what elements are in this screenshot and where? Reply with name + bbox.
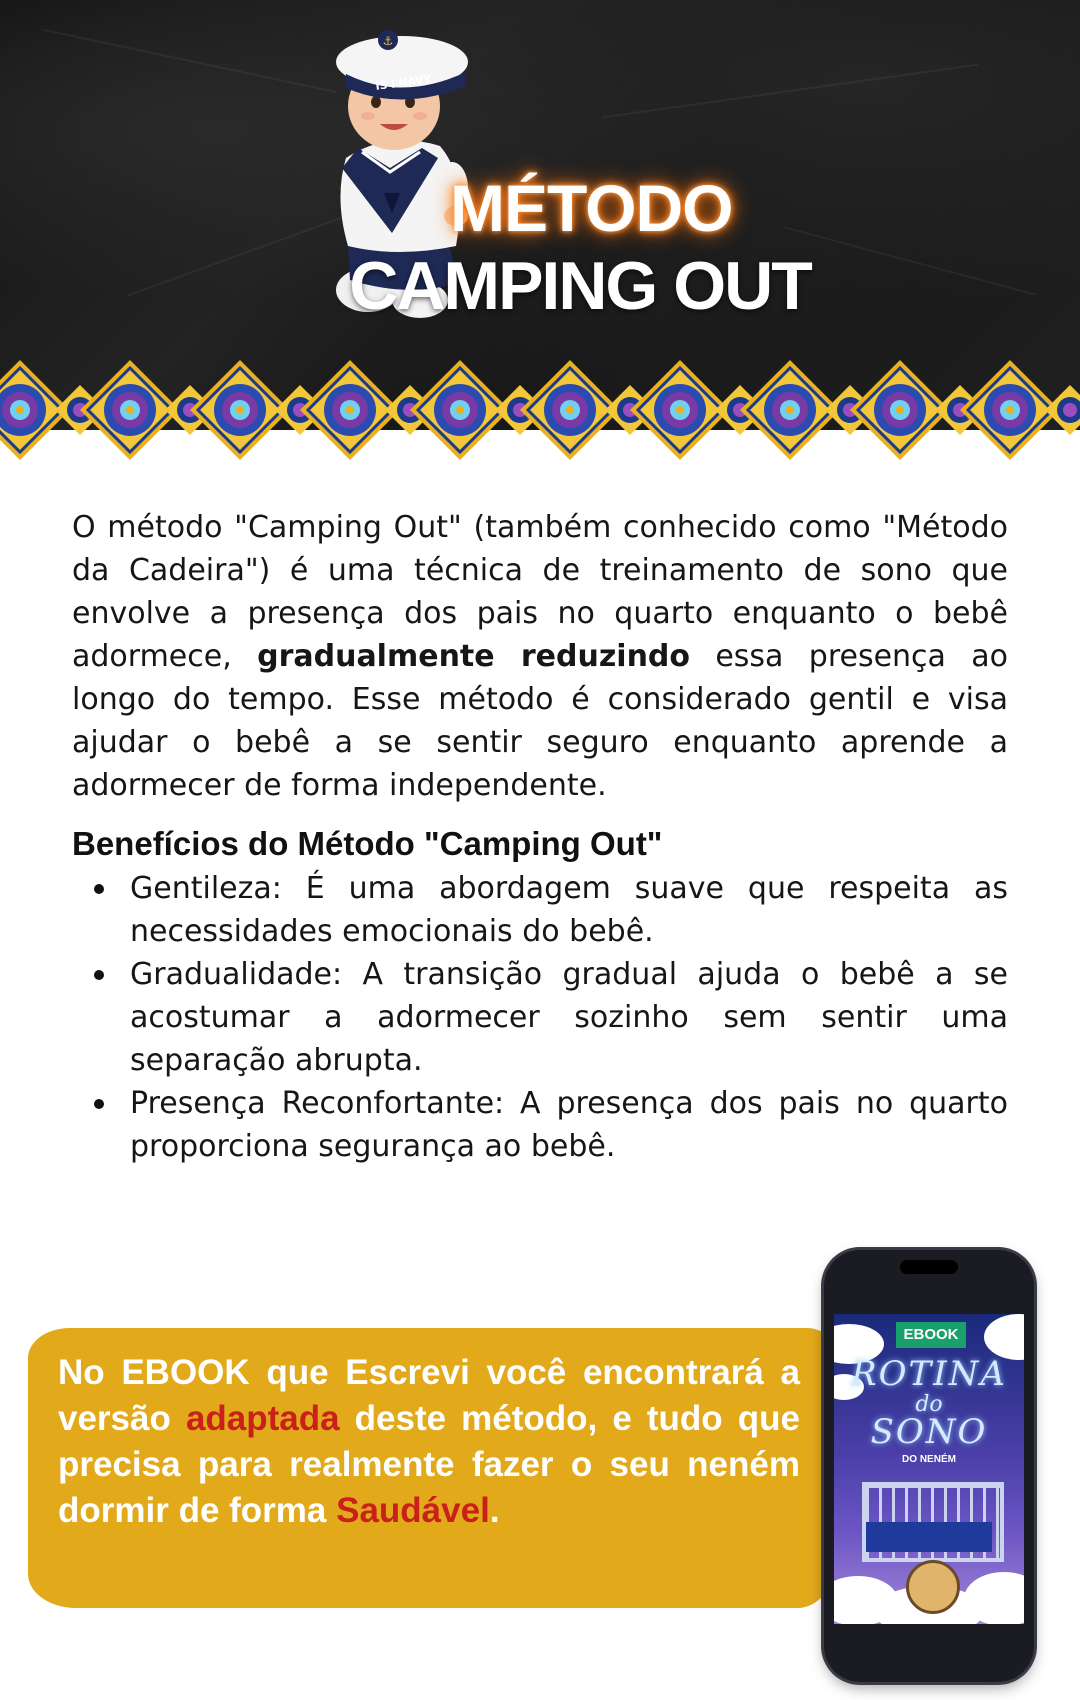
ebook-cover[interactable] (834, 1314, 1024, 1624)
benefit-item-presenca: Presença Reconfortante: A presença dos pais no quarto proporciona segurança ao bebê. (130, 1082, 1008, 1168)
ebook-badge: EBOOK (896, 1322, 966, 1348)
benefits-list (72, 867, 1008, 1168)
benefit-item-gentileza: Gentileza: É uma abordagem suave que respeita as necessidades emocionais do bebê. (130, 867, 1008, 953)
svg-text:⚓: ⚓ (382, 34, 394, 48)
benefit-item-gradualidade: Gradualidade: A transição gradual ajuda o bebê a se acostumar a adormecer sozinho sem sentir uma separação abrupta. (130, 953, 1008, 1082)
intro-paragraph: O método "Camping Out" (também conhecido como "Método da Cadeira") é uma técnica de treinamento de sono que envolve a presença dos pais no quarto enquanto o bebê adormece, gradualmente reduzindo essa presença ao longo do tempo. Esse método é considerado gentil e visa ajudar o bebê a se sentir seguro enquanto aprende a adormecer de forma independente. (72, 510, 1008, 803)
ornamental-border (0, 355, 1080, 465)
title-line-1: MÉTODO (450, 171, 733, 245)
hat-text: IS⋮NAVY (374, 72, 433, 93)
author-photo-badge (906, 1560, 960, 1614)
title-line-2: CAMPING OUT (349, 248, 811, 324)
ebook-title-line-3: SONO (870, 1412, 988, 1452)
cta-highlight-adaptada: adaptada (185, 1399, 340, 1438)
cta-highlight-saudavel: Saudável (336, 1491, 490, 1530)
phone-mockup (824, 1250, 1034, 1682)
benefits-heading: Benefícios do Método "Camping Out" (72, 825, 663, 862)
phone-notch (900, 1260, 958, 1274)
cta-text: No EBOOK que Escrevi você encontrará a versão adaptada deste método, e tudo que precisa para realmente fazer o seu neném dormir de forma Saudável. (58, 1353, 800, 1530)
ebook-title-line-1: ROTINA (851, 1354, 1007, 1394)
page-title (300, 170, 860, 326)
intro-emphasis: gradualmente reduzindo (257, 639, 691, 674)
article-body (72, 506, 1008, 1168)
ebook-subtitle: DO NENÉM (902, 1454, 956, 1465)
ebook-title-line-2: do (915, 1392, 943, 1417)
